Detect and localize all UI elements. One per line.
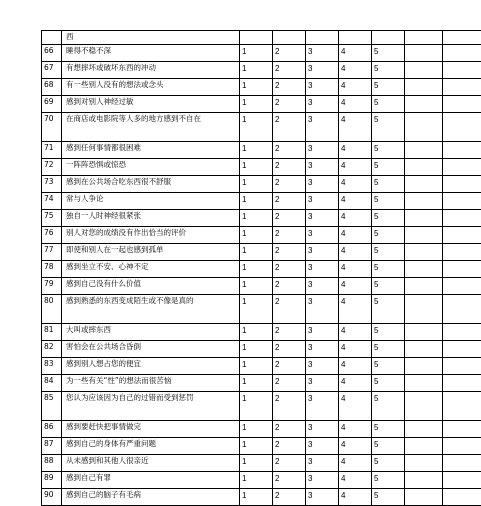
- scale-option-4[interactable]: 4: [339, 210, 372, 227]
- empty-cell: [405, 193, 443, 210]
- item-number: 70: [42, 113, 62, 142]
- scale-option-5[interactable]: 5: [372, 295, 405, 324]
- scale-option-5[interactable]: 5: [372, 341, 405, 358]
- scale-option-1[interactable]: 1: [240, 392, 273, 421]
- scale-option-4[interactable]: 4: [339, 193, 372, 210]
- scale-option-1[interactable]: 1: [240, 79, 273, 96]
- item-number: 90: [42, 489, 62, 506]
- scale-option-5[interactable]: 5: [372, 45, 405, 62]
- empty-cell: [443, 142, 481, 159]
- empty-cell: [405, 472, 443, 489]
- scale-option-1[interactable]: 1: [240, 472, 273, 489]
- scale-option-1[interactable]: 1: [240, 341, 273, 358]
- item-number: 67: [42, 62, 62, 79]
- table-row: [42, 113, 481, 142]
- empty-cell: [273, 31, 306, 45]
- item-number: 84: [42, 375, 62, 392]
- table-row-continued: [42, 31, 481, 45]
- item-text: 感到别人想占您的便宜: [62, 358, 240, 375]
- scale-option-1[interactable]: 1: [240, 113, 273, 142]
- item-number: 73: [42, 176, 62, 193]
- empty-cell: [443, 244, 481, 261]
- empty-cell: [405, 96, 443, 113]
- scale-option-2[interactable]: 2: [273, 421, 306, 438]
- item-text: 感到要赶快把事情做完: [62, 421, 240, 438]
- item-text: 感到自己的脑子有毛病: [62, 489, 240, 506]
- scale-option-2[interactable]: 2: [273, 261, 306, 278]
- item-number: 89: [42, 472, 62, 489]
- item-number: 87: [42, 438, 62, 455]
- empty-cell: [443, 358, 481, 375]
- empty-cell: [443, 79, 481, 96]
- scale-option-2[interactable]: 2: [273, 295, 306, 324]
- scale-option-2[interactable]: 2: [273, 375, 306, 392]
- scale-option-4[interactable]: 4: [339, 227, 372, 244]
- scale-option-2[interactable]: 2: [273, 96, 306, 113]
- scale-option-4[interactable]: 4: [339, 278, 372, 295]
- item-number: 88: [42, 455, 62, 472]
- scale-option-2[interactable]: 2: [273, 472, 306, 489]
- scale-option-2[interactable]: 2: [273, 193, 306, 210]
- item-text: 感到对别人神经过敏: [62, 96, 240, 113]
- scale-option-1[interactable]: 1: [240, 489, 273, 506]
- scale-option-2[interactable]: 2: [273, 438, 306, 455]
- empty-cell: [443, 227, 481, 244]
- scale-option-1[interactable]: 1: [240, 261, 273, 278]
- empty-cell: [443, 455, 481, 472]
- table-row: [42, 62, 481, 79]
- scale-option-1[interactable]: 1: [240, 193, 273, 210]
- empty-cell: [443, 421, 481, 438]
- scale-option-4[interactable]: 4: [339, 341, 372, 358]
- scale-option-5[interactable]: 5: [372, 324, 405, 341]
- item-text: 为一些有关“性”的想法而很苦恼: [62, 375, 240, 392]
- scale-option-5[interactable]: 5: [372, 489, 405, 506]
- empty-cell: [405, 421, 443, 438]
- scale-option-4[interactable]: 4: [339, 113, 372, 142]
- item-text: 感到任何事情都很困难: [62, 142, 240, 159]
- empty-cell: [443, 45, 481, 62]
- item-number: 75: [42, 210, 62, 227]
- scale-option-4[interactable]: 4: [339, 358, 372, 375]
- empty-cell: [405, 244, 443, 261]
- empty-cell: [405, 489, 443, 506]
- table-row: [42, 96, 481, 113]
- item-number: 69: [42, 96, 62, 113]
- scale-option-1[interactable]: 1: [240, 358, 273, 375]
- scale-option-2[interactable]: 2: [273, 227, 306, 244]
- scale-option-1[interactable]: 1: [240, 278, 273, 295]
- item-number: 85: [42, 392, 62, 421]
- scale-option-1[interactable]: 1: [240, 438, 273, 455]
- empty-cell: [405, 113, 443, 142]
- item-text: 一阵阵恐惧或惊恐: [62, 159, 240, 176]
- scale-option-3[interactable]: 3: [306, 45, 339, 62]
- scale-option-4[interactable]: 4: [339, 159, 372, 176]
- scale-option-5[interactable]: 5: [372, 278, 405, 295]
- scale-option-5[interactable]: 5: [372, 421, 405, 438]
- scale-option-3[interactable]: 3: [306, 62, 339, 79]
- scale-option-1[interactable]: 1: [240, 45, 273, 62]
- item-text: 您认为应该因为自己的过错而受到惩罚: [62, 392, 240, 421]
- empty-cell: [405, 438, 443, 455]
- item-number: 68: [42, 79, 62, 96]
- item-text: 有一些别人没有的想法或念头: [62, 79, 240, 96]
- empty-cell: [405, 210, 443, 227]
- scale-option-4[interactable]: 4: [339, 244, 372, 261]
- scale-option-3[interactable]: 3: [306, 210, 339, 227]
- scale-option-4[interactable]: 4: [339, 295, 372, 324]
- scale-option-4[interactable]: 4: [339, 375, 372, 392]
- scale-option-3[interactable]: 3: [306, 142, 339, 159]
- scale-option-1[interactable]: 1: [240, 227, 273, 244]
- scale-option-3[interactable]: 3: [306, 295, 339, 324]
- empty-cell: [339, 31, 372, 45]
- table-row: [42, 227, 481, 244]
- empty-cell: [405, 392, 443, 421]
- empty-cell: [443, 295, 481, 324]
- empty-cell: [405, 31, 443, 45]
- empty-cell: [405, 278, 443, 295]
- table-row: [42, 176, 481, 193]
- scale-option-5[interactable]: 5: [372, 244, 405, 261]
- item-number: 81: [42, 324, 62, 341]
- scale-option-5[interactable]: 5: [372, 438, 405, 455]
- questionnaire-table: [41, 30, 481, 506]
- table-row: [42, 295, 481, 324]
- table-row: [42, 244, 481, 261]
- scale-option-5[interactable]: 5: [372, 227, 405, 244]
- empty-cell: [405, 227, 443, 244]
- scale-option-3[interactable]: 3: [306, 176, 339, 193]
- scale-option-4[interactable]: 4: [339, 489, 372, 506]
- empty-cell: [306, 31, 339, 45]
- empty-cell: [405, 176, 443, 193]
- item-number: 79: [42, 278, 62, 295]
- empty-cell: [405, 45, 443, 62]
- scale-option-2[interactable]: 2: [273, 176, 306, 193]
- empty-cell: [405, 142, 443, 159]
- empty-cell: [405, 261, 443, 278]
- empty-cell: [372, 31, 405, 45]
- table-row: [42, 472, 481, 489]
- scale-option-5[interactable]: 5: [372, 79, 405, 96]
- scale-option-3[interactable]: 3: [306, 472, 339, 489]
- item-number: [42, 31, 62, 45]
- scale-option-5[interactable]: 5: [372, 142, 405, 159]
- empty-cell: [443, 489, 481, 506]
- table-row: [42, 261, 481, 278]
- table-row: [42, 455, 481, 472]
- empty-cell: [405, 295, 443, 324]
- table-row: [42, 358, 481, 375]
- scale-option-1[interactable]: 1: [240, 96, 273, 113]
- table-row: [42, 341, 481, 358]
- item-text: 睡得不稳不深: [62, 45, 240, 62]
- scale-option-4[interactable]: 4: [339, 324, 372, 341]
- scale-option-3[interactable]: 3: [306, 489, 339, 506]
- scale-option-4[interactable]: 4: [339, 79, 372, 96]
- scale-option-3[interactable]: 3: [306, 227, 339, 244]
- empty-cell: [443, 159, 481, 176]
- table-row: [42, 489, 481, 506]
- scale-option-1[interactable]: 1: [240, 324, 273, 341]
- table-row: [42, 392, 481, 421]
- scale-option-5[interactable]: 5: [372, 261, 405, 278]
- scale-option-5[interactable]: 5: [372, 358, 405, 375]
- empty-cell: [405, 341, 443, 358]
- empty-cell: [443, 31, 481, 45]
- item-number: 82: [42, 341, 62, 358]
- item-number: 78: [42, 261, 62, 278]
- empty-cell: [443, 210, 481, 227]
- empty-cell: [443, 375, 481, 392]
- scale-option-5[interactable]: 5: [372, 176, 405, 193]
- scale-option-2[interactable]: 2: [273, 79, 306, 96]
- scale-option-4[interactable]: 4: [339, 45, 372, 62]
- scale-option-3[interactable]: 3: [306, 96, 339, 113]
- item-text: 即使和别人在一起也感到孤单: [62, 244, 240, 261]
- scale-option-4[interactable]: 4: [339, 96, 372, 113]
- item-number: 77: [42, 244, 62, 261]
- item-text: 独自一人时神经很紧张: [62, 210, 240, 227]
- item-number: 66: [42, 45, 62, 62]
- item-text: 感到自己的身体有严重问题: [62, 438, 240, 455]
- scale-option-3[interactable]: 3: [306, 438, 339, 455]
- scale-option-1[interactable]: 1: [240, 455, 273, 472]
- item-text: 大叫或摔东西: [62, 324, 240, 341]
- empty-cell: [443, 96, 481, 113]
- scale-option-5[interactable]: 5: [372, 193, 405, 210]
- scale-option-5[interactable]: 5: [372, 472, 405, 489]
- scale-option-1[interactable]: 1: [240, 295, 273, 324]
- empty-cell: [405, 324, 443, 341]
- item-text: 感到在公共场合吃东西很不舒服: [62, 176, 240, 193]
- item-text: 从未感到和其他人很亲近: [62, 455, 240, 472]
- table-row: [42, 210, 481, 227]
- table-row: [42, 375, 481, 392]
- item-text: 在商店或电影院等人多的地方感到不自在: [62, 113, 240, 142]
- scale-option-3[interactable]: 3: [306, 159, 339, 176]
- scale-option-1[interactable]: 1: [240, 244, 273, 261]
- scale-option-5[interactable]: 5: [372, 159, 405, 176]
- scale-option-4[interactable]: 4: [339, 455, 372, 472]
- scale-option-5[interactable]: 5: [372, 392, 405, 421]
- scale-option-2[interactable]: 2: [273, 62, 306, 79]
- empty-cell: [443, 392, 481, 421]
- scale-option-3[interactable]: 3: [306, 358, 339, 375]
- scale-option-5[interactable]: 5: [372, 62, 405, 79]
- item-text: 感到自己有罪: [62, 472, 240, 489]
- scale-option-2[interactable]: 2: [273, 392, 306, 421]
- item-number: 86: [42, 421, 62, 438]
- scale-option-1[interactable]: 1: [240, 375, 273, 392]
- empty-cell: [443, 278, 481, 295]
- empty-cell: [443, 261, 481, 278]
- scale-option-1[interactable]: 1: [240, 159, 273, 176]
- table-row: [42, 79, 481, 96]
- scale-option-2[interactable]: 2: [273, 142, 306, 159]
- empty-cell: [405, 455, 443, 472]
- item-text: 感到熟悉的东西变成陌生或不像是真的: [62, 295, 240, 324]
- scale-option-3[interactable]: 3: [306, 421, 339, 438]
- scale-option-5[interactable]: 5: [372, 210, 405, 227]
- item-text: 害怕会在公共场合昏倒: [62, 341, 240, 358]
- scale-option-2[interactable]: 2: [273, 489, 306, 506]
- empty-cell: [443, 113, 481, 142]
- item-text: 常与人争论: [62, 193, 240, 210]
- item-text: 别人对您的成绩没有作出恰当的评价: [62, 227, 240, 244]
- scale-option-1[interactable]: 1: [240, 62, 273, 79]
- item-number: 83: [42, 358, 62, 375]
- scale-option-2[interactable]: 2: [273, 159, 306, 176]
- scale-option-5[interactable]: 5: [372, 96, 405, 113]
- scale-option-3[interactable]: 3: [306, 324, 339, 341]
- scale-option-3[interactable]: 3: [306, 341, 339, 358]
- scale-option-2[interactable]: 2: [273, 278, 306, 295]
- empty-cell: [443, 472, 481, 489]
- scale-option-3[interactable]: 3: [306, 375, 339, 392]
- item-number: 74: [42, 193, 62, 210]
- empty-cell: [405, 358, 443, 375]
- scale-option-4[interactable]: 4: [339, 392, 372, 421]
- scale-option-4[interactable]: 4: [339, 176, 372, 193]
- table-row: [42, 421, 481, 438]
- scale-option-3[interactable]: 3: [306, 261, 339, 278]
- item-text: 西: [62, 31, 240, 45]
- scale-option-2[interactable]: 2: [273, 45, 306, 62]
- empty-cell: [443, 341, 481, 358]
- table-row: [42, 278, 481, 295]
- scale-option-3[interactable]: 3: [306, 278, 339, 295]
- item-text: 感到自己没有什么价值: [62, 278, 240, 295]
- empty-cell: [443, 193, 481, 210]
- empty-cell: [405, 159, 443, 176]
- empty-cell: [443, 324, 481, 341]
- item-number: 80: [42, 295, 62, 324]
- scale-option-4[interactable]: 4: [339, 62, 372, 79]
- scale-option-3[interactable]: 3: [306, 79, 339, 96]
- item-number: 72: [42, 159, 62, 176]
- empty-cell: [240, 31, 273, 45]
- scale-option-2[interactable]: 2: [273, 455, 306, 472]
- item-number: 76: [42, 227, 62, 244]
- scale-option-3[interactable]: 3: [306, 113, 339, 142]
- scale-option-4[interactable]: 4: [339, 472, 372, 489]
- empty-cell: [405, 62, 443, 79]
- scale-option-3[interactable]: 3: [306, 244, 339, 261]
- table-row: [42, 193, 481, 210]
- scale-option-5[interactable]: 5: [372, 113, 405, 142]
- item-text: 感到坐立不安、心神不定: [62, 261, 240, 278]
- scale-option-2[interactable]: 2: [273, 358, 306, 375]
- scale-option-2[interactable]: 2: [273, 244, 306, 261]
- table-row: [42, 438, 481, 455]
- scale-option-4[interactable]: 4: [339, 421, 372, 438]
- empty-cell: [443, 438, 481, 455]
- empty-cell: [405, 375, 443, 392]
- scale-option-1[interactable]: 1: [240, 142, 273, 159]
- scale-option-3[interactable]: 3: [306, 455, 339, 472]
- scale-option-4[interactable]: 4: [339, 261, 372, 278]
- scale-option-3[interactable]: 3: [306, 193, 339, 210]
- empty-cell: [443, 62, 481, 79]
- table-row: [42, 142, 481, 159]
- scale-option-5[interactable]: 5: [372, 455, 405, 472]
- scale-option-2[interactable]: 2: [273, 341, 306, 358]
- scale-option-2[interactable]: 2: [273, 324, 306, 341]
- table-row: [42, 159, 481, 176]
- scale-option-4[interactable]: 4: [339, 142, 372, 159]
- scale-option-1[interactable]: 1: [240, 421, 273, 438]
- table-row: [42, 45, 481, 62]
- scale-option-3[interactable]: 3: [306, 392, 339, 421]
- item-text: 有想摔坏或破坏东西的冲动: [62, 62, 240, 79]
- table-row: [42, 324, 481, 341]
- scale-option-2[interactable]: 2: [273, 210, 306, 227]
- scale-option-5[interactable]: 5: [372, 375, 405, 392]
- scale-option-1[interactable]: 1: [240, 210, 273, 227]
- scale-option-2[interactable]: 2: [273, 113, 306, 142]
- scale-option-1[interactable]: 1: [240, 176, 273, 193]
- scale-option-4[interactable]: 4: [339, 438, 372, 455]
- empty-cell: [405, 79, 443, 96]
- item-number: 71: [42, 142, 62, 159]
- empty-cell: [443, 176, 481, 193]
